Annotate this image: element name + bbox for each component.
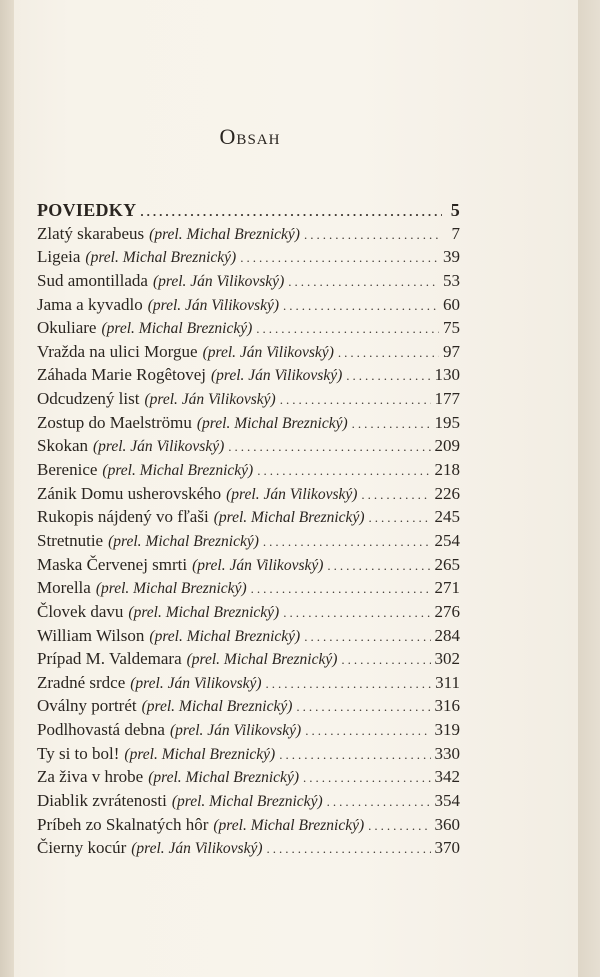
dot-leader <box>305 723 430 739</box>
toc-entry <box>37 389 460 413</box>
dot-leader <box>327 794 431 810</box>
translator-credit: (prel. Michal Breznický) <box>149 225 300 243</box>
page-number: 130 <box>434 365 460 385</box>
toc-entry <box>37 578 460 602</box>
story-title: Zlatý skarabeus <box>37 223 145 243</box>
toc-entry <box>37 460 460 484</box>
dot-leader <box>263 534 431 550</box>
story-title: Prípad M. Valdemara <box>37 649 182 669</box>
story-title: Za živa v hrobe <box>37 767 144 787</box>
page-number: 342 <box>434 767 460 787</box>
page-number: 97 <box>443 341 460 361</box>
toc-entry <box>37 791 460 815</box>
story-title: Zradné srdce <box>37 672 126 692</box>
translator-credit: (prel. Ján Vilikovský) <box>226 485 358 503</box>
translator-credit: (prel. Ján Vilikovský) <box>152 272 285 290</box>
section-page-number: 5 <box>450 200 460 220</box>
page-number: 271 <box>434 578 460 598</box>
story-title: Vražda na ulici Morgue <box>37 341 198 361</box>
page-number: 209 <box>434 436 460 456</box>
story-title: Oválny portrét <box>37 696 137 716</box>
story-title: Čierny kocúr <box>37 838 127 858</box>
translator-credit: (prel. Michal Breznický) <box>108 532 259 550</box>
story-title: Ty si to bol! <box>37 743 120 763</box>
toc-entry <box>37 744 460 768</box>
dot-leader <box>280 392 431 408</box>
story-title: William Wilson <box>37 625 145 645</box>
toc-entry <box>37 602 460 626</box>
story-title: Ligeia <box>37 247 81 267</box>
page-number: 302 <box>434 649 460 669</box>
translator-credit: (prel. Michal Breznický) <box>124 745 276 763</box>
dot-leader <box>283 605 430 621</box>
toc-entry <box>37 649 460 673</box>
dot-leader <box>296 699 430 715</box>
translator-credit: (prel. Ján Vilikovský) <box>131 840 263 858</box>
toc-entry <box>37 224 460 248</box>
story-title: Rukopis nájdený vo fľaši <box>37 507 209 527</box>
dot-leader <box>304 227 442 243</box>
page-number: 75 <box>443 318 460 338</box>
translator-credit: (prel. Michal Breznický) <box>196 414 348 432</box>
translator-credit: (prel. Ján Vilikovský) <box>147 296 280 314</box>
story-title: Maska Červenej smrti <box>37 554 188 574</box>
page-number: 39 <box>443 247 460 267</box>
translator-credit: (prel. Michal Breznický) <box>213 816 365 834</box>
toc-entry <box>37 484 460 508</box>
story-title: Zostup do Maelströmu <box>37 412 192 432</box>
toc-entry <box>37 696 460 720</box>
page-number: 265 <box>434 554 460 574</box>
story-title: Jama a kyvadlo <box>37 294 143 314</box>
story-title: Zánik Domu usherovského <box>37 483 222 503</box>
page-number: 319 <box>434 720 460 740</box>
toc-entry <box>37 838 460 862</box>
translator-credit: (prel. Ján Vilikovský) <box>93 438 225 456</box>
toc-entry <box>37 555 460 579</box>
translator-credit: (prel. Michal Breznický) <box>171 793 323 811</box>
translator-credit: (prel. Michal Breznický) <box>148 769 299 787</box>
page-number: 177 <box>434 389 460 409</box>
translator-credit: (prel. Ján Vilikovský) <box>169 722 302 740</box>
toc-entry <box>37 247 460 271</box>
story-title: Odcudzený list <box>37 389 140 409</box>
dot-leader <box>240 250 439 266</box>
toc-heading: Obsah <box>219 124 281 149</box>
page-number: 245 <box>434 507 460 527</box>
page-number: 316 <box>434 696 460 716</box>
page-number: 53 <box>443 270 460 290</box>
toc-entry <box>37 531 460 555</box>
translator-credit: (prel. Ján Vilikovský) <box>192 556 324 574</box>
toc-entry <box>37 815 460 839</box>
page-number: 7 <box>451 223 460 243</box>
translator-credit: (prel. Michal Breznický) <box>95 580 247 598</box>
translator-credit: (prel. Michal Breznický) <box>141 698 293 716</box>
dot-leader <box>288 274 439 290</box>
dot-leader <box>283 298 439 314</box>
page-number: 311 <box>435 672 460 692</box>
page-number: 254 <box>434 530 460 550</box>
page-number: 60 <box>443 294 460 314</box>
page-number: 226 <box>434 483 460 503</box>
table-of-contents <box>37 200 460 862</box>
toc-entry <box>37 342 460 366</box>
translator-credit: (prel. Ján Vilikovský) <box>202 343 334 361</box>
story-title: Sud amontillada <box>37 270 148 290</box>
translator-credit: (prel. Michal Breznický) <box>213 509 365 527</box>
dot-leader <box>267 841 431 857</box>
story-title: Stretnutie <box>37 530 104 550</box>
page-number: 284 <box>434 625 460 645</box>
translator-credit: (prel. Ján Vilikovský) <box>144 391 276 409</box>
dot-leader <box>303 770 431 786</box>
toc-entry <box>37 295 460 319</box>
toc-entry <box>37 673 460 697</box>
dot-leader <box>266 676 432 692</box>
dot-leader <box>228 439 430 455</box>
story-title: Človek davu <box>37 601 124 621</box>
toc-entry <box>37 413 460 437</box>
story-title: Morella <box>37 578 91 598</box>
page-number: 218 <box>434 460 460 480</box>
toc-section-row <box>37 200 460 224</box>
dot-leader <box>368 510 430 526</box>
dot-leader <box>279 747 430 763</box>
toc-entry <box>37 436 460 460</box>
translator-credit: (prel. Michal Breznický) <box>85 249 237 267</box>
page-number: 330 <box>434 743 460 763</box>
dot-leader <box>256 321 439 337</box>
section-title: POVIEDKY <box>37 200 137 220</box>
dot-leader <box>346 368 430 384</box>
story-title: Príbeh zo Skalnatých hôr <box>37 814 209 834</box>
toc-entry <box>37 626 460 650</box>
story-title: Záhada Marie Rogêtovej <box>37 365 206 385</box>
page-edge <box>578 0 600 977</box>
page-number: 360 <box>434 814 460 834</box>
translator-credit: (prel. Michal Breznický) <box>101 320 253 338</box>
story-title: Berenice <box>37 460 98 480</box>
story-title: Podlhovastá debna <box>37 720 165 740</box>
dot-leader <box>327 558 430 574</box>
dot-leader <box>338 345 439 361</box>
translator-credit: (prel. Michal Breznický) <box>102 462 254 480</box>
page-number: 354 <box>434 791 460 811</box>
toc-entry <box>37 271 460 295</box>
page-number: 370 <box>434 838 460 858</box>
dot-leader <box>257 463 430 479</box>
dot-leader <box>361 487 430 503</box>
translator-credit: (prel. Ján Vilikovský) <box>130 674 262 692</box>
dot-leader <box>341 652 430 668</box>
toc-entry <box>37 507 460 531</box>
translator-credit: (prel. Michal Breznický) <box>186 651 338 669</box>
story-title: Okuliare <box>37 318 97 338</box>
translator-credit: (prel. Michal Breznický) <box>149 627 301 645</box>
story-title: Skokan <box>37 436 88 456</box>
dot-leader <box>352 416 431 432</box>
toc-entry <box>37 365 460 389</box>
toc-entry <box>37 720 460 744</box>
dot-leader <box>368 818 430 834</box>
translator-credit: (prel. Ján Vilikovský) <box>211 367 343 385</box>
toc-entry <box>37 767 460 791</box>
dot-leader <box>304 629 430 645</box>
dot-leader <box>140 204 442 220</box>
translator-credit: (prel. Michal Breznický) <box>128 603 280 621</box>
dot-leader <box>251 581 431 597</box>
page-number: 195 <box>434 412 460 432</box>
story-title: Diablik zvrátenosti <box>37 791 167 811</box>
toc-entry <box>37 318 460 342</box>
page-number: 276 <box>434 601 460 621</box>
